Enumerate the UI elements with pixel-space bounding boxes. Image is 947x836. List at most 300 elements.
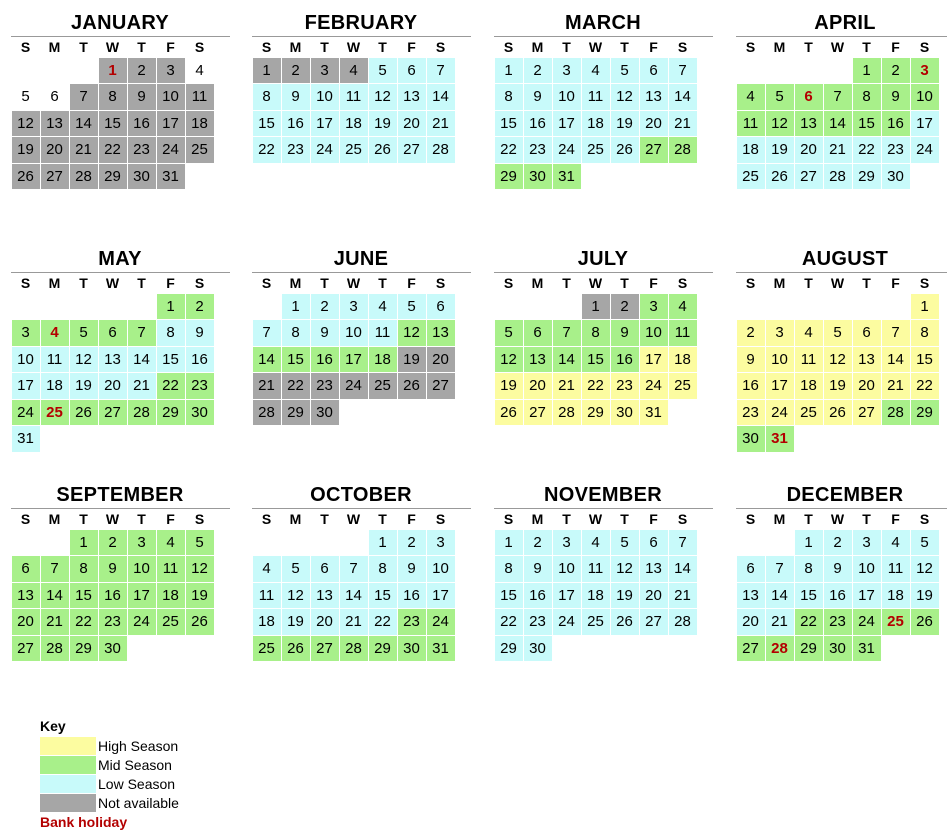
day-cell: 17 [640, 347, 668, 373]
day-cell: 29 [282, 400, 310, 426]
day-cell: 29 [582, 400, 610, 426]
day-cell: 24 [911, 137, 939, 163]
empty-cell [736, 529, 765, 556]
day-cell: 12 [186, 556, 214, 582]
day-cell: 13 [12, 583, 40, 609]
day-cell: 8 [911, 320, 939, 346]
day-cell: 23 [524, 609, 552, 635]
day-cell: 23 [737, 400, 765, 426]
day-cell: 25 [157, 609, 185, 635]
day-cell: 15 [853, 111, 881, 137]
day-cell: 1 [369, 530, 397, 556]
day-cell: 27 [427, 373, 455, 399]
day-cell: 24 [128, 609, 156, 635]
mid-season-swatch [40, 756, 96, 774]
month-may [10, 246, 230, 452]
weekday-label: W [588, 275, 603, 291]
weekday-label: S [194, 275, 205, 291]
day-cell: 31 [853, 636, 881, 662]
day-cell: 12 [824, 347, 852, 373]
day-cell: 29 [795, 636, 823, 662]
day-cell: 11 [369, 320, 397, 346]
day-cell: 11 [737, 111, 765, 137]
day-cell: 9 [99, 556, 127, 582]
day-cell: 14 [766, 583, 794, 609]
day-cell: 10 [766, 347, 794, 373]
day-cell: 3 [157, 58, 185, 84]
day-cell: 22 [70, 609, 98, 635]
weekday-label: F [649, 275, 658, 291]
day-cell: 12 [282, 583, 310, 609]
day-cell: 6 [398, 58, 426, 84]
month-august [735, 246, 947, 452]
empty-cell [494, 293, 523, 320]
day-cell: 10 [553, 556, 581, 582]
weekday-label: W [588, 39, 603, 55]
day-cell: 29 [369, 636, 397, 662]
day-cell: 28 [669, 137, 697, 163]
day-cell: 15 [157, 347, 185, 373]
day-cell: 21 [882, 373, 910, 399]
day-cell: 2 [882, 58, 910, 84]
day-cell: 16 [524, 583, 552, 609]
weekday-label: F [166, 39, 175, 55]
day-cell: 24 [340, 373, 368, 399]
day-cell: 27 [99, 400, 127, 426]
weekday-label: F [891, 275, 900, 291]
weekday-label: S [435, 275, 446, 291]
day-cell: 4 [340, 58, 368, 84]
day-cell: 26 [70, 400, 98, 426]
day-cell: 10 [911, 84, 939, 110]
day-cell: 16 [611, 347, 639, 373]
day-grid [494, 57, 713, 190]
weekday-label: W [588, 511, 603, 527]
weekday-header [252, 272, 471, 293]
day-cell: 19 [611, 111, 639, 137]
day-cell: 15 [369, 583, 397, 609]
day-cell: 31 [427, 636, 455, 662]
legend-item-na [40, 793, 179, 812]
weekday-label: S [919, 275, 930, 291]
weekday-label: M [289, 511, 302, 527]
high-season-swatch [40, 737, 96, 755]
weekday-label: M [48, 275, 61, 291]
day-cell: 26 [12, 164, 40, 190]
day-cell: 18 [186, 111, 214, 137]
empty-cell [281, 529, 310, 556]
day-cell: 9 [524, 556, 552, 582]
day-cell: 28 [553, 400, 581, 426]
day-cell: 4 [669, 294, 697, 320]
day-cell: 28 [70, 164, 98, 190]
day-cell: 31 [12, 426, 40, 452]
day-cell: 4 [582, 530, 610, 556]
month-title: FEBRUARY [304, 12, 418, 34]
day-cell: 18 [882, 583, 910, 609]
day-cell: 17 [911, 111, 939, 137]
day-cell: 31 [766, 426, 794, 452]
weekday-header [736, 36, 947, 57]
day-cell: 22 [582, 373, 610, 399]
weekday-label: S [677, 39, 688, 55]
day-cell: 2 [99, 530, 127, 556]
weekday-label: S [919, 39, 930, 55]
day-cell: 5 [398, 294, 426, 320]
weekday-header [494, 272, 713, 293]
day-cell: 29 [70, 636, 98, 662]
day-cell: 24 [553, 609, 581, 635]
day-cell: 13 [524, 347, 552, 373]
day-cell: 8 [157, 320, 185, 346]
empty-cell [852, 293, 881, 320]
month-july [493, 246, 713, 426]
day-cell: 26 [824, 400, 852, 426]
day-cell: 13 [99, 347, 127, 373]
day-grid [11, 57, 230, 190]
day-cell: 9 [282, 84, 310, 110]
day-cell: 15 [795, 583, 823, 609]
day-cell: 9 [186, 320, 214, 346]
day-cell: 26 [611, 609, 639, 635]
day-cell: 5 [611, 530, 639, 556]
weekday-label: S [20, 511, 31, 527]
weekday-label: T [620, 275, 629, 291]
day-cell: 4 [737, 84, 765, 110]
weekday-header [494, 508, 713, 529]
day-cell: 23 [99, 609, 127, 635]
day-cell: 12 [766, 111, 794, 137]
day-cell: 10 [640, 320, 668, 346]
day-cell: 6 [12, 556, 40, 582]
day-cell: 24 [311, 137, 339, 163]
weekday-label: F [649, 511, 658, 527]
day-cell: 7 [253, 320, 281, 346]
day-cell: 24 [157, 137, 185, 163]
day-cell: 13 [311, 583, 339, 609]
day-cell: 8 [582, 320, 610, 346]
weekday-label: S [20, 39, 31, 55]
weekday-label: T [620, 39, 629, 55]
day-cell: 1 [70, 530, 98, 556]
day-cell: 25 [340, 137, 368, 163]
day-cell: 21 [427, 111, 455, 137]
weekday-label: S [261, 39, 272, 55]
day-cell: 1 [253, 58, 281, 84]
day-cell: 24 [427, 609, 455, 635]
day-cell: 7 [669, 530, 697, 556]
day-cell: 25 [582, 609, 610, 635]
day-cell: 2 [282, 58, 310, 84]
day-cell: 23 [282, 137, 310, 163]
day-cell: 29 [495, 636, 523, 662]
day-cell: 12 [70, 347, 98, 373]
weekday-label: M [289, 275, 302, 291]
day-cell: 28 [882, 400, 910, 426]
day-cell: 20 [12, 609, 40, 635]
day-cell: 11 [186, 84, 214, 110]
weekday-label: W [105, 275, 120, 291]
day-cell: 21 [70, 137, 98, 163]
day-cell: 21 [128, 373, 156, 399]
weekday-label: W [346, 275, 361, 291]
day-cell: 9 [882, 84, 910, 110]
day-cell: 18 [737, 137, 765, 163]
day-cell: 18 [369, 347, 397, 373]
weekday-label: T [320, 39, 329, 55]
month-title: APRIL [814, 12, 876, 34]
day-cell: 5 [186, 530, 214, 556]
weekday-label: M [773, 39, 786, 55]
empty-cell [552, 293, 581, 320]
day-cell: 26 [495, 400, 523, 426]
day-cell: 3 [766, 320, 794, 346]
day-grid [494, 529, 713, 662]
weekday-label: W [105, 511, 120, 527]
day-cell: 9 [524, 84, 552, 110]
empty-cell [40, 293, 69, 320]
weekday-label: M [531, 275, 544, 291]
day-cell: 27 [12, 636, 40, 662]
day-cell: 10 [157, 84, 185, 110]
empty-cell [98, 293, 127, 320]
day-cell: 14 [669, 84, 697, 110]
day-cell: 27 [640, 609, 668, 635]
day-cell: 5 [824, 320, 852, 346]
day-cell: 25 [669, 373, 697, 399]
day-cell: 24 [640, 373, 668, 399]
day-cell: 3 [427, 530, 455, 556]
day-cell: 2 [611, 294, 639, 320]
day-cell: 13 [853, 347, 881, 373]
day-cell: 26 [398, 373, 426, 399]
day-cell: 8 [70, 556, 98, 582]
day-cell: 14 [340, 583, 368, 609]
day-cell: 6 [640, 530, 668, 556]
empty-cell [794, 57, 823, 84]
empty-cell [765, 293, 794, 320]
day-cell: 8 [99, 84, 127, 110]
day-cell: 11 [253, 583, 281, 609]
weekday-label: T [320, 275, 329, 291]
day-cell: 15 [253, 111, 281, 137]
day-cell: 19 [369, 111, 397, 137]
weekday-label: T [378, 511, 387, 527]
day-cell: 3 [12, 320, 40, 346]
day-cell: 2 [524, 530, 552, 556]
day-cell: 22 [282, 373, 310, 399]
day-cell: 25 [795, 400, 823, 426]
weekday-header [11, 36, 230, 57]
day-cell: 15 [495, 111, 523, 137]
day-cell: 4 [795, 320, 823, 346]
weekday-label: F [166, 511, 175, 527]
empty-cell [736, 57, 765, 84]
day-cell: 5 [766, 84, 794, 110]
day-cell: 20 [640, 111, 668, 137]
day-cell: 16 [311, 347, 339, 373]
weekday-label: F [166, 275, 175, 291]
day-cell: 29 [911, 400, 939, 426]
month-title: JANUARY [70, 12, 170, 34]
day-cell: 9 [737, 347, 765, 373]
month-title: NOVEMBER [544, 484, 662, 506]
not-available-swatch [40, 794, 96, 812]
day-cell: 16 [524, 111, 552, 137]
day-cell: 12 [369, 84, 397, 110]
weekday-header [736, 508, 947, 529]
weekday-label: T [862, 511, 871, 527]
empty-cell [40, 529, 69, 556]
day-cell: 4 [195, 61, 204, 79]
day-cell: 14 [70, 111, 98, 137]
day-cell: 1 [282, 294, 310, 320]
weekday-label: S [919, 511, 930, 527]
weekday-label: M [531, 39, 544, 55]
day-cell: 3 [553, 58, 581, 84]
day-cell: 26 [911, 609, 939, 635]
day-cell: 18 [582, 583, 610, 609]
empty-cell [252, 293, 281, 320]
day-cell: 8 [495, 556, 523, 582]
legend-label: Not available [98, 794, 179, 811]
day-cell: 5 [369, 58, 397, 84]
weekday-label: T [862, 275, 871, 291]
empty-cell [11, 293, 40, 320]
day-cell: 28 [824, 164, 852, 190]
weekday-label: W [830, 39, 845, 55]
day-cell: 28 [427, 137, 455, 163]
day-cell: 5 [21, 88, 30, 105]
weekday-label: T [804, 39, 813, 55]
day-cell: 1 [582, 294, 610, 320]
legend-label: Low Season [98, 775, 176, 792]
weekday-label: T [562, 39, 571, 55]
day-cell: 23 [128, 137, 156, 163]
day-cell: 29 [157, 400, 185, 426]
day-cell: 10 [427, 556, 455, 582]
day-cell: 10 [553, 84, 581, 110]
day-cell: 8 [853, 84, 881, 110]
legend-item-high [40, 736, 179, 755]
weekday-header [11, 272, 230, 293]
day-cell: 7 [766, 556, 794, 582]
day-cell: 10 [340, 320, 368, 346]
month-title: MAY [98, 248, 142, 270]
weekday-header [494, 36, 713, 57]
day-cell: 6 [50, 88, 59, 105]
weekday-label: T [79, 39, 88, 55]
day-cell: 31 [553, 164, 581, 190]
day-cell: 14 [882, 347, 910, 373]
day-cell: 6 [795, 84, 823, 110]
day-cell: 5 [495, 320, 523, 346]
weekday-label: W [830, 275, 845, 291]
day-cell: 25 [882, 609, 910, 635]
day-cell: 20 [640, 583, 668, 609]
empty-cell [252, 529, 281, 556]
month-title: MARCH [565, 12, 641, 34]
day-cell: 26 [369, 137, 397, 163]
day-cell: 12 [12, 111, 40, 137]
day-cell: 23 [824, 609, 852, 635]
day-grid [736, 293, 947, 452]
day-cell: 19 [12, 137, 40, 163]
day-cell: 19 [824, 373, 852, 399]
weekday-label: S [194, 511, 205, 527]
day-cell: 6 [427, 294, 455, 320]
day-cell: 21 [340, 609, 368, 635]
day-cell: 19 [186, 583, 214, 609]
weekday-label: T [862, 39, 871, 55]
day-cell: 17 [553, 111, 581, 137]
day-cell: 22 [795, 609, 823, 635]
weekday-label: S [745, 275, 756, 291]
day-cell: 7 [824, 84, 852, 110]
day-cell: 14 [253, 347, 281, 373]
day-cell: 14 [553, 347, 581, 373]
day-grid [736, 57, 947, 190]
day-cell: 14 [41, 583, 69, 609]
day-cell: 31 [157, 164, 185, 190]
month-december [735, 482, 947, 662]
day-cell: 8 [369, 556, 397, 582]
day-cell: 20 [398, 111, 426, 137]
day-cell: 11 [41, 347, 69, 373]
day-cell: 7 [669, 58, 697, 84]
day-grid [252, 293, 471, 426]
weekday-label: T [137, 39, 146, 55]
day-cell: 20 [524, 373, 552, 399]
day-cell: 13 [737, 583, 765, 609]
empty-cell [11, 57, 40, 84]
empty-cell [881, 293, 910, 320]
day-cell: 23 [398, 609, 426, 635]
day-cell: 23 [524, 137, 552, 163]
weekday-label: T [378, 39, 387, 55]
day-cell: 11 [882, 556, 910, 582]
day-cell: 4 [582, 58, 610, 84]
day-cell: 30 [611, 400, 639, 426]
day-cell: 12 [611, 556, 639, 582]
month-june [251, 246, 471, 426]
weekday-label: W [346, 39, 361, 55]
day-cell: 10 [128, 556, 156, 582]
day-cell: 27 [737, 636, 765, 662]
weekday-label: S [503, 511, 514, 527]
day-cell: 14 [669, 556, 697, 582]
day-cell: 11 [340, 84, 368, 110]
day-cell: 21 [41, 609, 69, 635]
empty-cell [69, 57, 98, 84]
day-cell: 30 [524, 636, 552, 662]
day-cell: 2 [186, 294, 214, 320]
day-cell: 21 [553, 373, 581, 399]
day-cell: 12 [911, 556, 939, 582]
day-cell: 21 [766, 609, 794, 635]
day-cell: 13 [398, 84, 426, 110]
month-october [251, 482, 471, 662]
day-cell: 15 [495, 583, 523, 609]
weekday-label: T [804, 275, 813, 291]
empty-cell [40, 57, 69, 84]
day-cell: 24 [553, 137, 581, 163]
day-cell: 7 [70, 84, 98, 110]
empty-cell [69, 293, 98, 320]
month-title: AUGUST [801, 248, 889, 270]
day-cell: 2 [824, 530, 852, 556]
empty-cell [823, 293, 852, 320]
